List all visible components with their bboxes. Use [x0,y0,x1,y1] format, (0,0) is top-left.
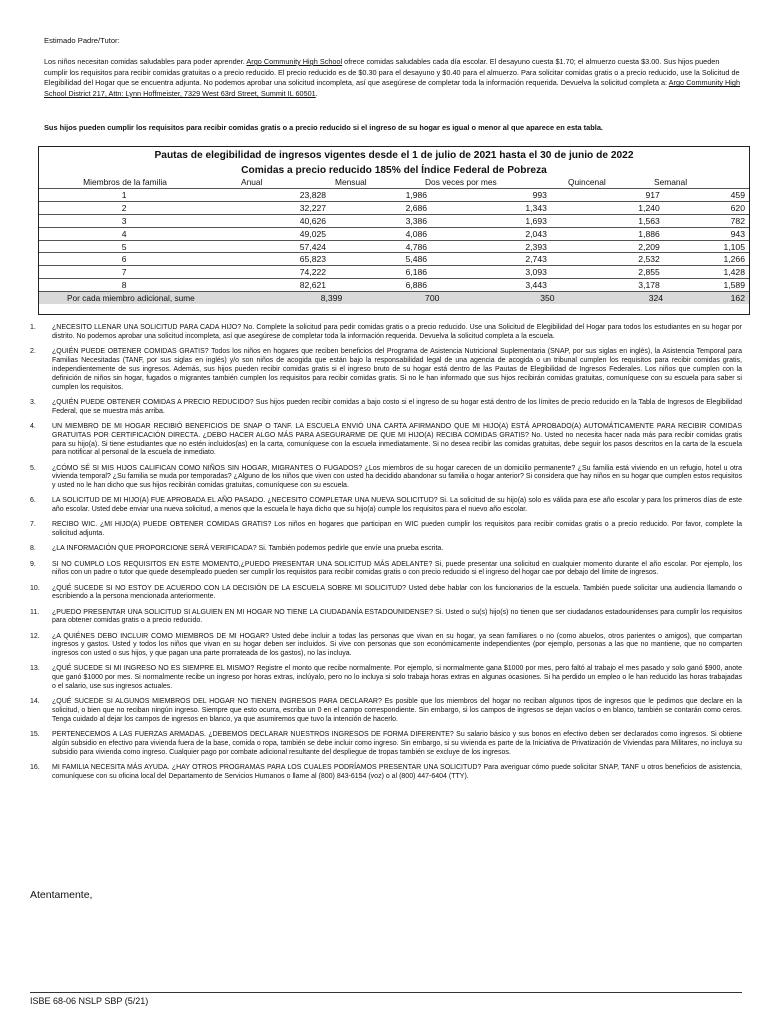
faq-text: RECIBO WIC. ¿MI HIJO(A) PUEDE OBTENER COMIDAS GRATIS? Los niños en hogares que participan en WIC pueden cumplir los requisitos para recibir comidas gratis o a precio reducido. Por favor, complete la solicitud adjunta. [52,521,742,538]
table-row [39,278,749,291]
faq-item [30,665,742,692]
table-cell: 74,222 [299,267,327,278]
faq-number: 8. [30,545,36,553]
eligibility-note: Sus hijos pueden cumplir los requisitos para recibir comidas gratis o a precio reducido si el ingreso de su hogar es igual o menor al que aparece en esta tabla. [44,123,603,132]
faq-item [30,423,742,459]
faq-item [30,324,742,342]
table-cell: 1,343 [525,202,547,213]
table-cell: 1,589 [723,280,745,291]
faq-item [30,545,742,554]
table-cell: 8,399 [320,293,343,304]
table-cell: 1,886 [638,228,660,239]
table-cell: 49,025 [299,228,327,239]
table-cell: 1,105 [723,241,745,252]
faq-item [30,633,742,660]
faq-number: 2. [30,348,36,355]
faq-text: ¿QUÉ SUCEDE SI MI INGRESO NO ES SIEMPRE EL MISMO? Registre el monto que recibe normalmente. Por ejemplo, si normalmente gana $1000 por mes, pero faltó al trabajo el mes pasado y solo ganó $900, anote que ganó $1000 por mes. Si normalmente recibe un ingreso por horas extras, inclúyalo, pero no lo incluya si solo trabaja horas extras en algunas ocasiones. Si ha perdido un empleo o le han reducido las horas trabajadas o el salario, use sus ingresos actuales. [52,665,742,691]
school-name-link: Argo Community High School [246,57,343,66]
faq-number: 13. [30,665,40,673]
intro-text-1: Los niños necesitan comidas saludables para poder aprender. [44,57,247,66]
table-title: Pautas de elegibilidad de ingresos vigentes desde el 1 de julio de 2021 hasta el 30 de junio de 2022 [154,150,634,161]
table-cell: 5 [121,241,127,252]
header-annual: Anual [241,177,263,187]
table-cell: 4,786 [405,241,428,252]
faq-number: 14. [30,698,40,706]
table-row [39,252,749,265]
table-cell: 700 [425,293,440,304]
table-cell: 3,386 [405,215,428,226]
faq-item [30,764,742,782]
table-cell: 324 [648,293,664,304]
table-row [39,240,749,253]
table-row [39,291,749,304]
faq-text: ¿A QUIÉNES DEBO INCLUIR COMO MIEMBROS DE MI HOGAR? Usted debe incluir a todas las personas que vivan en su hogar, ya sean familiares o no (como abuelos, otros parientes o amigos), que compartan ingresos y gastos. Usted y todos los niños que vivan en su hogar deben ser incluidos. Si vive con personas que son económicamente independientes (por ejemplo, personas a las que no mantiene, que no comparten ingresos con usted o sus hijos, y que pagan una parte prorrateada de los gastos), no las incluya. [52,632,742,658]
faq-item [30,731,742,758]
table-cell: 1,428 [723,267,745,278]
faq-text: ¿PUEDO PRESENTAR UNA SOLICITUD SI ALGUIEN EN MI HOGAR NO TIENE LA CIUDADANÍA ESTADOUNIDENSE? Si. Usted o su(s) hijo(s) no tienen que ser ciudadanos estadounidenses para cumplir los requisitos para obtener comidas gratis o a precio reducido. [52,608,742,625]
faq-text: UN MIEMBRO DE MI HOGAR RECIBIÓ BENEFICIOS DE SNAP O TANF. LA ESCUELA ENVIÓ UNA CARTA AFIRMANDO QUE MI HIJO(A) ESTÁ APROBADO(A) AUTOMÁTICAMENTE PARA RECIBIR COMIDAS GRATUITAS POR CERTIFICACIÓN DIRECTA. ¿DEBO HACER ALGO MÁS PARA ASEGURARME DE QUE MI HIJO(A) RECIBA COMIDAS GRATIS? No. Usted no necesita hacer nada más para recibir comidas gratis para su hijo(a). Si tiene estudiantes que no estén incluidos(as) en la carta, comuníquese con la escuela inmediatamente. Si no desea recibir las comidas gratuitas, debe seguir los pasos descritos en la carta de la escuela para notificar al personal de la escuela de inmediato. [52,422,742,457]
table-cell: 3,093 [525,267,547,278]
table-cell: 8 [121,280,127,291]
header-twice-monthly: Dos veces por mes [425,177,497,187]
table-cell: 2,043 [525,228,547,239]
table-cell: 1,693 [525,215,547,226]
table-cell: 2 [121,202,127,213]
table-cell: 23,828 [299,189,327,200]
table-cell: 3,443 [525,280,547,291]
header-family-members: Miembros de la familia [83,177,167,187]
faq-text: ¿QUIÉN PUEDE OBTENER COMIDAS GRATIS? Todos los niños en hogares que reciben beneficios del Programa de Asistencia Nutricional Suplementaria (SNAP, por sus siglas en inglés), la Asistencia Temporal para Familias Necesitadas (TANF, por sus siglas en inglés) y/o son niños de acogida que están bajo la responsabilidad legal de una agencia de acogida o un tribunal cumplen los requisitos para recibir comidas gratis, independientemente de sus ingresos. Además, sus hijos pueden recibir comidas gratis si el ingreso bruto de su hogar está dentro de las Pautas de Elegibilidad de Ingresos Federales. Los niños que cumplen con la definición de niños sin hogar, fugados o migrantes también cumplen los requisitos para recibir comidas gratis. Si no le han informado que sus hijos recibirán comidas gratuitas, comuníquese con su escuela para saber si cumplen los requisitos. [52,348,742,391]
table-cell: 1,266 [723,254,745,265]
table-cell: 620 [730,202,745,213]
intro-paragraph [44,57,744,99]
table-subtitle: Comidas a precio reducido 185% del Índice Federal de Pobreza [241,164,547,176]
faq-text: ¿NECESITO LLENAR UNA SOLICITUD PARA CADA HIJO? No. Complete la solicitud para pedir comidas gratis o a precio reducido. Use una Solicitud de Elegibilidad del Hogar para todos los estudiantes en su hogar por distrito. No podemos aprobar una solicitud incompleta, así que asegúrese de completar toda la información requerida. Devuelva la solicitud completa a la escuela. [52,324,742,340]
table-cell: 6,886 [405,280,428,291]
faq-item [30,698,742,725]
return-address: Argo Community High School District 217, Attn: Lynn Hoffmeister, 7329 West 63rd Street, Summit IL 60501 [44,78,741,98]
table-cell: 917 [645,189,660,200]
table-cell: 2,855 [638,267,660,278]
faq-text: ¿QUÉ SUCEDE SI ALGUNOS MIEMBROS DEL HOGAR NO TIENEN INGRESOS PARA DECLARAR? Es posible que los miembros del hogar no reciban algunos tipos de ingresos que le pedimos que declare en la solicitud, o bien que no reciban ningún ingreso. Siempre que esto ocurra, escriba un 0 en el campo correspondiente. Sin embargo, si los campos de ingresos se dejan vacíos o en blanco, también se contarán como ceros. Tenga cuidado al dejar los campos de ingresos en blanco, ya que asumiremos que tuvo la intención de hacerlo. [52,698,742,724]
faq-text: ¿CÓMO SÉ SI MIS HIJOS CALIFICAN COMO NIÑOS SIN HOGAR, MIGRANTES O FUGADOS? ¿Los miembros de su hogar carecen de un domicilio permanente? ¿Su familia está viviendo en un refugio, hotel u otra vivienda temporal? ¿Su familia se muda por temporadas? ¿Alguno de los niños que viven con usted ha decidido abandonar su familia o hogar anterior? Si considera que hay niños en su hogar que cumplen estos requisitos y usted no le han dicho que sus hijos recibirán comidas gratuitas, comuníquese con su escuela. [52,464,742,490]
table-cell: 459 [730,189,745,200]
table-cell: 57,424 [299,241,327,252]
table-cell: 82,621 [299,280,327,291]
faq-number: 7. [30,521,36,529]
faq-number: 5. [30,464,36,472]
header-weekly: Semanal [654,177,688,187]
table-cell: 65,823 [299,254,327,265]
table-header-row [39,177,749,188]
faq-number: 9. [30,560,36,568]
table-cell: 1,240 [638,202,660,213]
table-cell: 1,563 [638,215,660,226]
table-cell: 2,686 [405,202,428,213]
table-cell: 3,178 [638,280,660,291]
faq-text: MI FAMILIA NECESITA MÁS AYUDA. ¿HAY OTROS PROGRAMAS PARA LOS CUALES PODRÍAMOS PRESENTAR UNA SOLICITUD? Para averiguar cómo puede solicitar SNAP, TANF u otros beneficios de asistencia, comuníquese con su oficina local del Departamento de Servicios Humanos o llame al (800) 843-6154 (voz) o al (800) 447-6404 (TTY). [52,764,742,781]
faq-text: ¿LA INFORMACIÓN QUE PROPORCIONE SERÁ VERIFICADA? Si. También podemos pedirle que envíe una prueba escrita. [52,545,444,553]
faq-text: ¿QUÉ SUCEDE SI NO ESTOY DE ACUERDO CON LA DECISIÓN DE LA ESCUELA SOBRE MI SOLICITUD? Usted debe hablar con los funcionarios de la escuela. También puede solicitar una audiencia llamando o escribiendo a la persona mencionada anteriormente. [52,584,742,601]
faq-number: 11. [30,608,40,616]
table-cell: 40,626 [299,215,327,226]
table-cell: 5,486 [405,254,428,265]
closing: Atentamente, [30,889,93,901]
table-row [39,214,749,227]
faq-number: 3. [30,398,36,406]
faq-number: 4. [30,422,36,430]
faq-item [30,465,742,492]
table-row [39,188,749,201]
intro-text-2: ofrece comidas saludables cada día escolar. El desayuno cuesta $1.70; el almuerzo cuesta $3.00. Sus hijos pueden cumplir los requisitos para recibir comidas gratuitas o a precio reducido. El precio reducido es de $0.30 para el desayuno y $0.40 para el almuerzo. Para solicitar comidas gratis o a precio reducido, use la Solicitud de Elegibilidad del Hogar que se encuentra adjunta. No podemos aprobar una solicitud incompleta, así que asegúrese de completar toda la información requerida. Devuelva la solicitud completa a: [44,57,740,88]
table-row [39,201,749,214]
faq-text: SI NO CUMPLO LOS REQUISITOS EN ESTE MOMENTO,¿PUEDO PRESENTAR UNA SOLICITUD MÁS ADELANTE? Si, puede presentar una solicitud en cualquier momento durante el año escolar. Por ejemplo, los niños con un padre o tutor que quede desempleado pueden ser cumplir los requisitos para recibir comidas gratis o con precio reducido si el ingreso del hogar cae por debajo del límite de ingresos. [52,560,742,577]
table-cell: 2,209 [638,241,660,252]
faq-text: ¿QUIÉN PUEDE OBTENER COMIDAS A PRECIO REDUCIDO? Sus hijos pueden recibir comidas a bajo costo si el ingreso de su hogar está dentro de los límites de precio reducido en la Tabla de Ingresos de Elegibilidad Federal, que se muestra más arriba. [52,398,742,415]
faq-number: 10. [30,584,40,592]
faq-item [30,399,742,417]
table-cell: 350 [540,293,555,304]
faq-number: 15. [30,731,40,739]
intro-text-3: . [315,88,318,98]
table-cell: 993 [532,189,547,200]
faq-item [30,609,742,627]
faq-item [30,585,742,603]
faq-number: 6. [30,497,36,505]
table-cell: 32,227 [299,202,327,213]
income-eligibility-table [38,146,750,315]
table-cell: 4 [121,228,127,239]
table-cell: 943 [730,228,745,239]
table-cell: 1 [121,189,127,200]
table-body [39,188,749,304]
table-cell: 2,393 [525,241,547,252]
table-cell: 782 [730,215,745,226]
header-monthly: Mensual [335,177,367,187]
table-cell: 7 [121,267,127,278]
faq-item [30,521,742,539]
table-cell: 6 [121,254,127,265]
table-cell: 1,986 [405,189,428,200]
table-cell: 162 [730,293,745,304]
faq-item [30,348,742,393]
greeting: Estimado Padre/Tutor: [44,36,120,45]
faq-list [30,324,742,788]
table-cell: 6,186 [405,267,428,278]
faq-text: PERTENECEMOS A LAS FUERZAS ARMADAS. ¿DEBEMOS DECLARAR NUESTROS INGRESOS DE FORMA DIFERENTE? Su salario básico y sus bonos en efectivo deben ser declarados como ingresos. Si obtiene algún subsidio en efectivo para vivienda fuera de la base, comida o ropa, también se debe incluir como ingreso. Sin embargo, si su vivienda es parte de la Iniciativa de Privatización de Viviendas para Militares, no incluya su subsidio para vivienda como ingreso. Cualquier pago por combate adicional resultante del despliegue de tropas también se excluye de los ingresos. [52,731,742,757]
header-biweekly: Quincenal [568,177,606,187]
faq-number: 12. [30,632,40,640]
footer-divider [30,992,742,993]
table-row [39,265,749,278]
faq-text: LA SOLICITUD DE MI HIJO(A) FUE APROBADA EL AÑO PASADO. ¿NECESITO COMPLETAR UNA NUEVA SOLICITUD? Si. La solicitud de su hijo(a) solo es válida para ese año escolar y para los primeros días de este año escolar. Usted debe enviar una nueva solicitud, a menos que la escuela le haya dicho que su hijo(a) cumple los requisitos para el nuevo año escolar. [52,497,742,514]
table-cell: Por cada miembro adicional, sume [67,293,195,304]
faq-item [30,497,742,515]
table-cell: 4,086 [405,228,428,239]
faq-number: 1. [30,324,36,331]
form-id-footer: ISBE 68-06 NSLP SBP (5/21) [30,996,149,1006]
table-cell: 3 [121,215,127,226]
faq-number: 16. [30,764,40,772]
table-cell: 2,532 [638,254,660,265]
table-row [39,227,749,240]
table-cell: 2,743 [525,254,547,265]
faq-item [30,561,742,579]
